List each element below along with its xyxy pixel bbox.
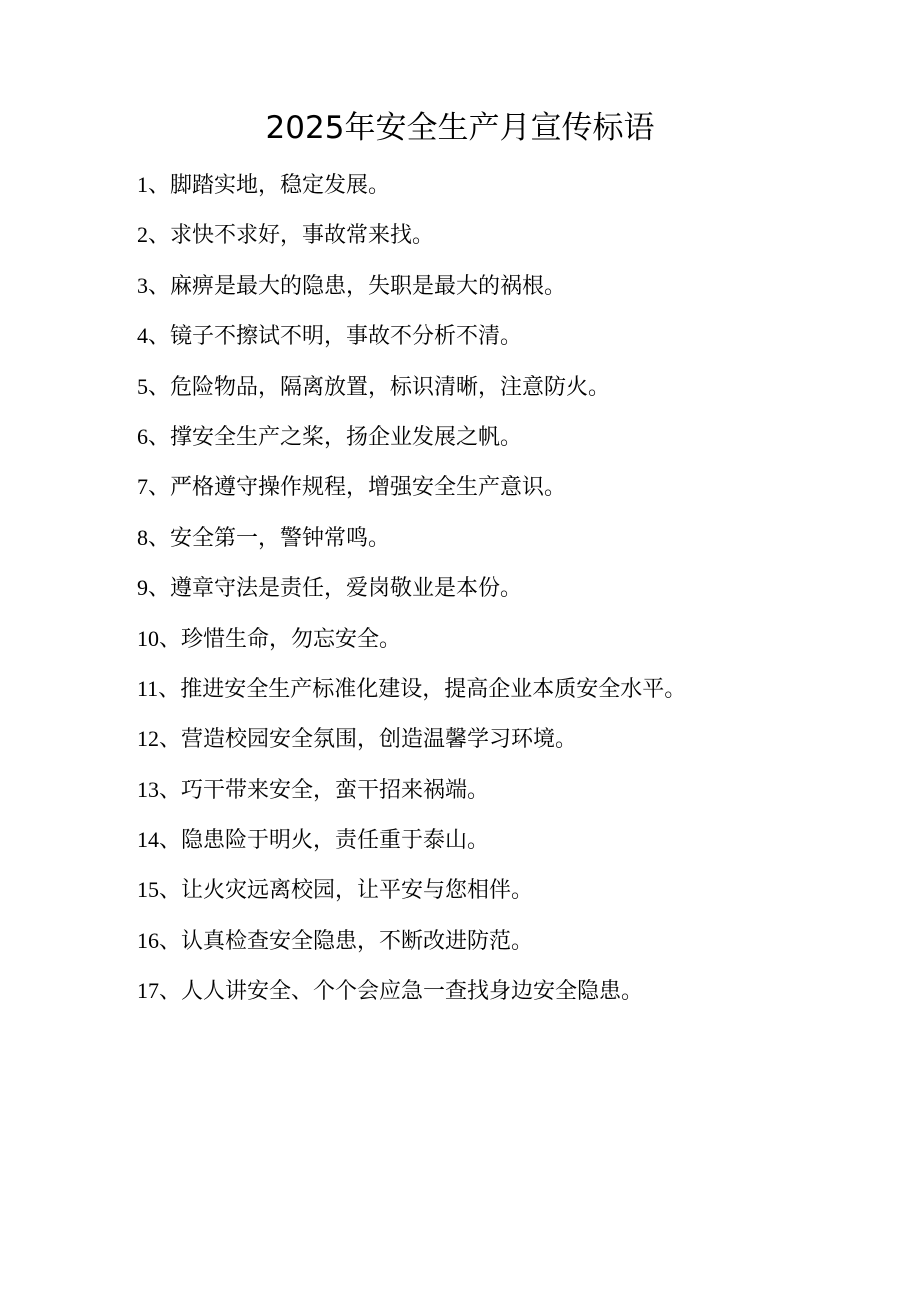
slogan-text: 镜子不擦试不明，事故不分析不清。 [170,324,523,350]
slogan-text: 安全第一，警钟常鸣。 [170,525,391,551]
slogan-number: 6、 [137,423,171,449]
slogan-number: 7、 [137,474,171,500]
slogan-item [137,815,877,865]
slogan-text: 危险物品，隔离放置，标识清晰，注意防火。 [170,374,611,400]
slogan-text: 推进安全生产标准化建设，提高企业本质安全水平。 [180,676,687,702]
slogan-text: 巧干带来安全，蛮干招来祸端。 [181,777,490,803]
slogan-text: 求快不求好，事故常来找。 [170,223,435,249]
slogan-number: 1、 [137,172,171,197]
slogan-item [137,412,877,462]
slogan-number: 5、 [137,373,171,399]
slogan-number: 8、 [137,524,171,550]
slogan-item [137,311,877,361]
slogan-text: 遵章守法是责任，爱岗敬业是本份。 [170,576,523,602]
slogan-number: 9、 [137,575,171,601]
slogan-text: 营造校园安全氛围，创造温馨学习环境。 [181,727,578,753]
slogan-item [137,714,877,764]
slogan-number: 10、 [137,625,182,651]
slogan-text: 脚踏实地，稳定发展。 [170,173,391,198]
slogan-item [137,916,877,966]
slogan-number: 16、 [137,927,182,953]
slogan-number: 14、 [137,827,182,853]
slogan-item [137,462,877,512]
slogan-item [137,865,877,915]
slogan-number: 17、 [137,978,182,1004]
slogan-number: 2、 [137,222,171,248]
slogan-number: 13、 [137,776,182,802]
slogan-text: 珍惜生命，勿忘安全。 [181,626,402,652]
slogan-text: 麻痹是最大的隐患，失职是最大的祸根。 [170,273,567,299]
slogan-number: 3、 [137,272,171,298]
slogan-number: 12、 [137,726,182,752]
slogan-text: 严格遵守操作规程，增强安全生产意识。 [170,475,567,501]
slogan-list [137,160,877,1017]
slogan-text: 人人讲安全、个个会应急一查找身边安全隐患。 [181,979,644,1005]
slogan-item [137,261,877,311]
slogan-item [137,765,877,815]
slogan-text: 撑安全生产之桨，扬企业发展之帆。 [170,424,523,450]
slogan-text: 隐患险于明火，责任重于泰山。 [181,828,490,854]
slogan-item [137,210,877,260]
slogan-item [137,966,877,1016]
slogan-item [137,160,877,210]
slogan-item [137,563,877,613]
slogan-text: 让火灾远离校园，让平安与您相伴。 [181,878,534,904]
slogan-item [137,362,877,412]
slogan-number: 11、 [137,675,181,701]
slogan-item [137,513,877,563]
slogan-text: 认真检查安全隐患，不断改进防范。 [181,928,534,954]
slogan-number: 4、 [137,323,171,349]
slogan-item [137,664,877,714]
slogan-item [137,614,877,664]
slogan-number: 15、 [137,877,182,903]
document-title: 2025年安全生产月宣传标语 [265,110,655,146]
